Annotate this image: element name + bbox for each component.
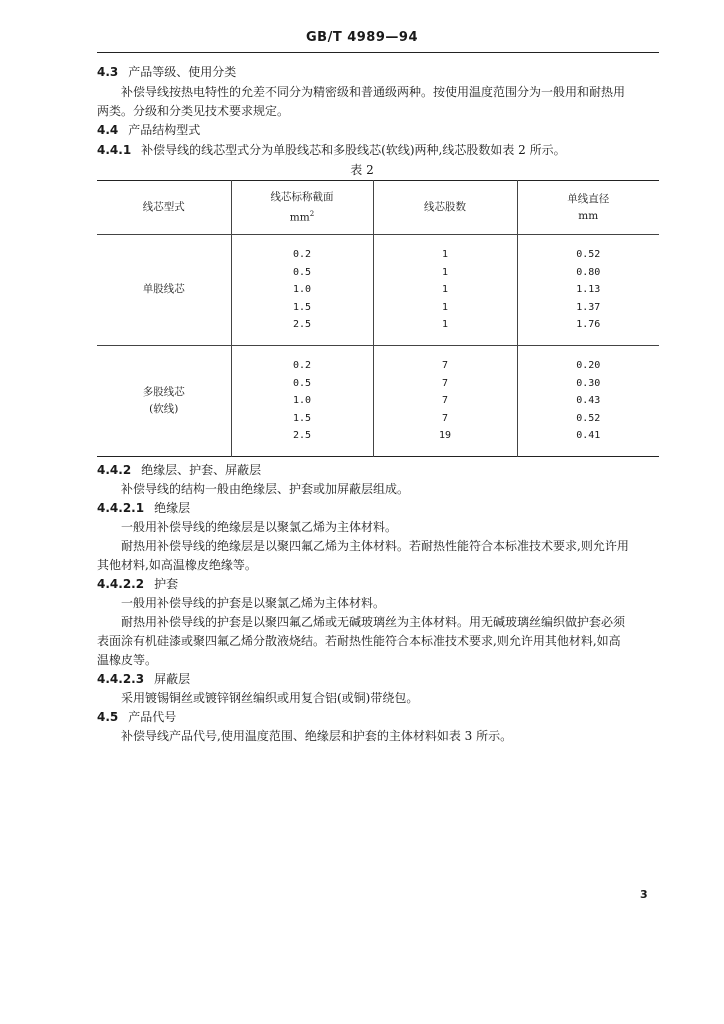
section-number: 4.4.2.1 [97,501,145,515]
header-cross-section-label: 线芯标称截面 [270,190,334,203]
section-number: 4.4.2.3 [97,672,145,686]
section-number: 4.4.1 [97,143,132,157]
section-title: 产品结构型式 [128,123,201,137]
section-4-4-2-1-heading [97,500,190,516]
paragraph-text: 补偿导线的线芯型式分为单股线芯和多股线芯(软线)两种,线芯股数如表 2 所示。 [141,143,566,157]
table-row-group-solid [97,235,659,346]
section-title: 产品代号 [128,710,177,724]
section-4-4-2-2-heading [97,576,178,592]
table-header-row [97,181,659,235]
strand-count-cell: 1 1 1 1 1 [373,235,517,346]
core-type-cell: 单股线芯 [97,235,231,346]
strand-count-cell: 7 7 7 7 19 [373,346,517,457]
section-4-5-heading [97,709,176,725]
paragraph-line: 其他材料,如高温橡皮绝缘等。 [97,558,257,572]
page-header: GB/T 4989—94 [306,30,418,45]
paragraph-line: 一般用补偿导线的护套是以聚氯乙烯为主体材料。 [121,596,386,610]
section-title: 绝缘层 [154,501,191,515]
table-row-group-stranded [97,346,659,457]
paragraph-line: 耐热用补偿导线的绝缘层是以聚四氟乙烯为主体材料。若耐热性能符合本标准技术要求,则允许用 [121,539,629,553]
header-strand-count: 线芯股数 [373,181,517,235]
table-caption: 表 2 [350,163,374,177]
section-title: 屏蔽层 [154,672,191,686]
section-4-3-heading [97,64,236,80]
wire-diameter-cell: 0.20 0.30 0.43 0.52 0.41 [517,346,659,457]
header-cross-section [231,181,373,235]
section-number: 4.3 [97,65,119,79]
paragraph-line: 补偿导线按热电特性的允差不同分为精密级和普通级两种。按使用温度范围分为一般用和耐热用 [121,85,626,99]
table-2 [97,180,659,457]
core-type-cell: 多股线芯 (软线) [97,346,231,457]
paragraph-line: 表面涂有机硅漆或聚四氟乙烯分散液烧结。若耐热性能符合本标准技术要求,则允许用其他材料,如高 [97,634,621,648]
paragraph-line: 补偿导线的结构一般由绝缘层、护套或加屏蔽层组成。 [121,482,410,496]
section-title: 护套 [154,577,179,591]
section-number: 4.4 [97,123,119,137]
paragraph-line: 耐热用补偿导线的护套是以聚四氟乙烯或无碱玻璃丝为主体材料。用无碱玻璃丝编织做护套必须 [121,615,626,629]
paragraph-line: 补偿导线产品代号,使用温度范围、绝缘层和护套的主体材料如表 3 所示。 [121,729,513,743]
section-number: 4.5 [97,710,119,724]
page-number: 3 [640,888,648,901]
header-rule [97,52,659,53]
section-title: 绝缘层、护套、屏蔽层 [141,463,262,477]
header-cross-section-unit: $mm^2$ [289,209,315,224]
paragraph-line: 一般用补偿导线的绝缘层是以聚氯乙烯为主体材料。 [121,520,398,534]
section-title: 产品等级、使用分类 [128,65,237,79]
section-number: 4.4.2.2 [97,577,145,591]
paragraph-line: 采用镀锡铜丝或镀锌钢丝编织或用复合铝(或铜)带绕包。 [121,691,419,705]
wire-diameter-cell: 0.52 0.80 1.13 1.37 1.76 [517,235,659,346]
cross-section-cell: 0.2 0.5 1.0 1.5 2.5 [231,235,373,346]
section-4-4-2-heading [97,462,261,478]
header-core-type: 线芯型式 [97,181,231,235]
header-wire-diameter-unit: mm [578,209,599,222]
paragraph-line: 两类。分级和分类见技术要求规定。 [97,104,290,118]
header-wire-diameter-label: 单线直径 [567,192,610,205]
section-4-4-2-3-heading [97,671,190,687]
section-4-4-heading [97,122,200,138]
paragraph-line: 温橡皮等。 [97,653,158,667]
section-4-4-1-line [97,142,566,158]
section-number: 4.4.2 [97,463,132,477]
header-wire-diameter [517,181,659,235]
cross-section-cell: 0.2 0.5 1.0 1.5 2.5 [231,346,373,457]
